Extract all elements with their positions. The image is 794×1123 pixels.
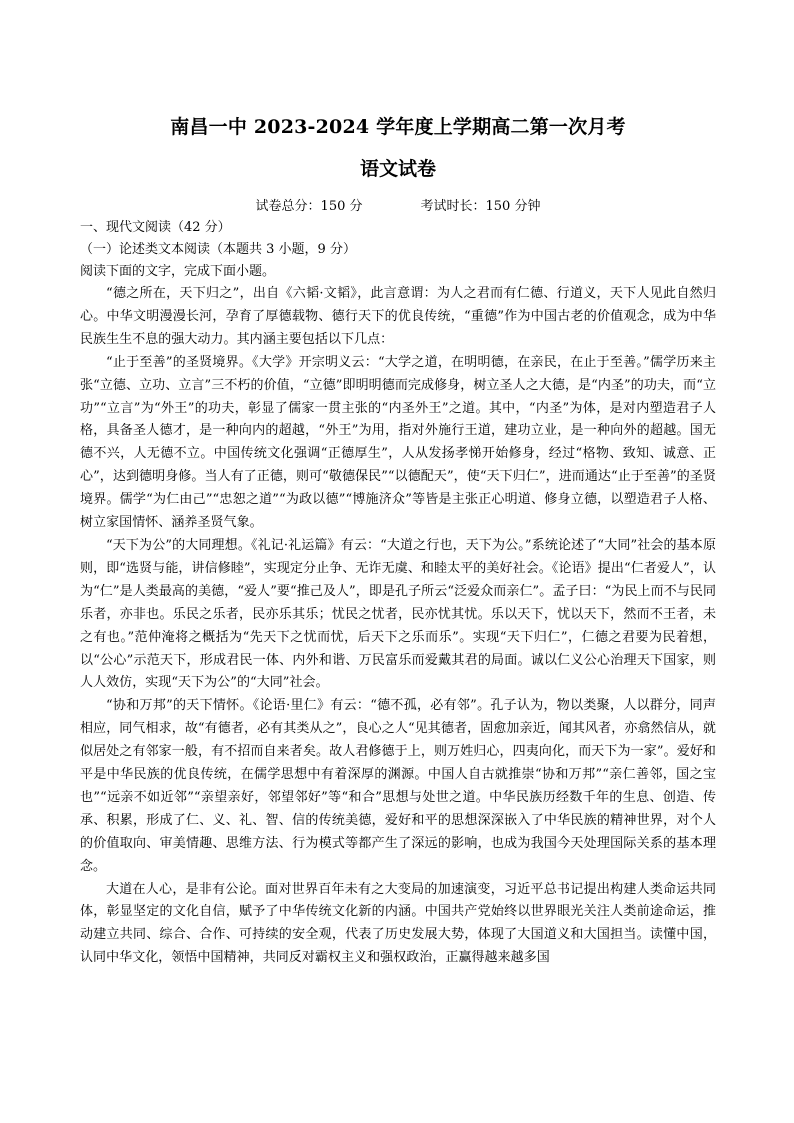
exam-meta [80,197,716,217]
duration-label: 考试时长：150 分钟 [420,199,541,214]
section-heading: 一、现代文阅读（42 分） [80,220,231,235]
passage-paragraph: 大道在人心，是非有公论。面对世界百年未有之大变局的加速演变，习近平总书记提出构建人类命运共同体，彰显坚定的文化自信，赋予了中华传统文化新的内涵。中国共产党始终以世界眼光关注人类前途命运，推动建立共同、综合、合作、可持续的安全观，代表了历史发展大势，体现了大国道义和大国担当。读懂中国，认同中华文化，领悟中国精神，共同反对霸权主义和强权政治，正赢得越来越多国 [80,881,716,966]
passage-paragraph: “止于至善”的圣贤境界。《大学》开宗明义云：“大学之道，在明明德，在亲民，在止于至善。”儒学历来主张“立德、立功、立言”三不朽的价值，“立德”即明明德而完成修身，树立圣人之大德，是“内圣”的功夫，而“立功”“立言”为“外王”的功夫，彰显了儒家一贯主张的“内圣外王”之道。其中，“内圣”为体，是对内塑造君子人格，具备圣人德才，是一种向内的超越，“外王”为用，指对外施行王道，建功立业，是一种向外的超越。国无德不兴，人无德不立。中国传统文化强调“正德厚生”，人从发扬孝悌开始修身，经过“格物、致知、诚意、正心”，达到德明身修。当人有了正德，则可“敬德保民”“以德配天”，使“天下归仁”，进而通达“止于至善”的圣贤境界。儒学“为仁由己”“忠恕之道”“为政以德”“博施济众”等皆是主张正心明道、修身立德，以塑造君子人格、树立家国情怀、涵养圣贤气象。 [80,354,716,531]
passage-paragraph: “协和万邦”的天下情怀。《论语·里仁》有云：“德不孤，必有邻”。孔子认为，物以类聚，人以群分，同声相应，同气相求，故“有德者，必有其类从之”，良心之人“见其德者，固愈加亲近，闻其风者，亦翕然信从，就似居处之有邻家一般，有不招而自来者矣。故人君修德于上，则万姓归心，四夷向化，而天下为一家”。爱好和平是中华民族的优良传统，在儒学思想中有着深厚的渊源。中国人自古就推崇“协和万邦”“亲仁善邻，国之宝也”“远亲不如近邻”“亲望亲好，邻望邻好”等“和合”思想与处世之道。中华民族历经数千年的生息、创造、传承、积累，形成了仁、义、礼、智、信的传统美德，爱好和平的思想深深嵌入了中华民族的精神世界，对个人的价值取向、审美情趣、思维方法、行为模式等都产生了深远的影响，也成为我国今天处理国际关系的基本理念。 [80,698,716,874]
exam-subject-title: 语文试卷 [359,158,436,180]
passage-paragraph: “天下为公”的大同理想。《礼记·礼运篇》有云：“大道之行也，天下为公。”系统论述了“大同”社会的基本原则，即“选贤与能，讲信修睦”，实现定分止争、无诈无虞、和睦太平的美好社会。《论语》提出“仁者爱人”，认为“仁”是人类最高的美德，“爱人”要“推己及人”，即是孔子所云“泛爱众而亲仁”。孟子曰：“为民上而不与民同乐者，亦非也。乐民之乐者，民亦乐其乐；忧民之忧者，民亦忧其忧。乐以天下，忧以天下，然而不王者，未之有也。”范仲淹将之概括为“先天下之忧而忧，后天下之乐而乐”。实现“天下归仁”，仁德之君要为民着想，以“公心”示范天下，形成君民一体、内外和谐、万民富乐而爱戴其君的局面。诚以仁义公心治理天下国家，则人人效仿，实现“天下为公”的“大同”社会。 [80,537,716,691]
subsection-heading: （一）论述类文本阅读（本题共 3 小题，9 分） [80,242,356,257]
total-score-label: 试卷总分：150 分 [255,199,363,214]
exam-title: 南昌一中 2023-2024 学年度上学期高二第一次月考 [170,116,626,138]
passage-paragraph: “德之所在，天下归之”，出自《六韬·文韬》，此言意谓：为人之君而有仁德、行道义，天下人见此自然归心。中华文明漫漫长河，孕育了厚德载物、德行天下的优良传统，“重德”作为中国古老的价值观念，成为中华民族生生不息的强大动力。其内涵主要包括以下几点： [80,286,716,347]
reading-instruction: 阅读下面的文字，完成下面小题。 [80,264,276,279]
